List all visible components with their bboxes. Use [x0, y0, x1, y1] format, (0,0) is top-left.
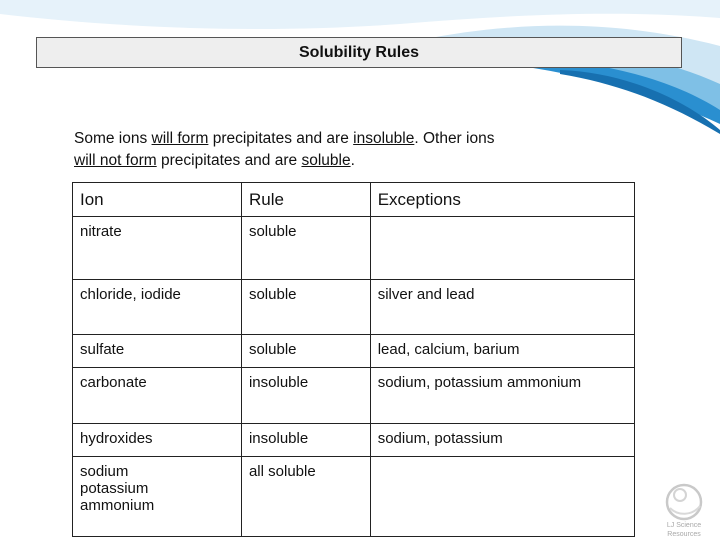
exceptions-cell: sodium, potassium	[370, 424, 634, 457]
intro-text-part: precipitates and are	[208, 130, 354, 147]
solubility-table	[72, 182, 635, 537]
column-header-ion: Ion	[73, 183, 242, 217]
rule-cell: soluble	[241, 217, 370, 280]
science-resources-logo-icon	[648, 478, 720, 540]
ion-cell: sodium potassium ammonium	[73, 457, 242, 537]
table-row	[73, 335, 635, 368]
exceptions-cell	[370, 457, 634, 537]
ion-cell: hydroxides	[73, 424, 242, 457]
table-row	[73, 424, 635, 457]
ion-cell: carbonate	[73, 368, 242, 424]
rule-cell: soluble	[241, 335, 370, 368]
underlined-phrase: will form	[151, 130, 209, 147]
logo-text-line1: LJ Science	[666, 522, 702, 529]
exceptions-cell: sodium, potassium ammonium	[370, 368, 634, 424]
slide-title: Solubility Rules	[36, 37, 682, 68]
rule-cell: all soluble	[241, 457, 370, 537]
table-header-row	[73, 183, 635, 217]
column-header-rule: Rule	[241, 183, 370, 217]
table-row	[73, 217, 635, 280]
table-row	[73, 368, 635, 424]
underlined-phrase: insoluble	[353, 130, 415, 147]
underlined-phrase: soluble	[301, 152, 351, 169]
table-row	[73, 280, 635, 335]
table-row	[73, 457, 635, 537]
underlined-phrase: will not form	[74, 152, 157, 169]
exceptions-cell: silver and lead	[370, 280, 634, 335]
intro-text	[74, 128, 654, 172]
column-header-exceptions: Exceptions	[370, 183, 634, 217]
logo-text-line2: Resources	[667, 531, 701, 538]
exceptions-cell: lead, calcium, barium	[370, 335, 634, 368]
intro-text-part: . Other ions	[414, 130, 495, 147]
intro-text-part: .	[350, 152, 355, 169]
exceptions-cell	[370, 217, 634, 280]
rule-cell: insoluble	[241, 368, 370, 424]
rule-cell: insoluble	[241, 424, 370, 457]
intro-text-part: Some ions	[74, 130, 152, 147]
rule-cell: soluble	[241, 280, 370, 335]
decorative-swoosh	[0, 0, 720, 140]
intro-text-part: precipitates and are	[156, 152, 302, 169]
ion-cell: nitrate	[73, 217, 242, 280]
ion-cell: sulfate	[73, 335, 242, 368]
ion-cell: chloride, iodide	[73, 280, 242, 335]
